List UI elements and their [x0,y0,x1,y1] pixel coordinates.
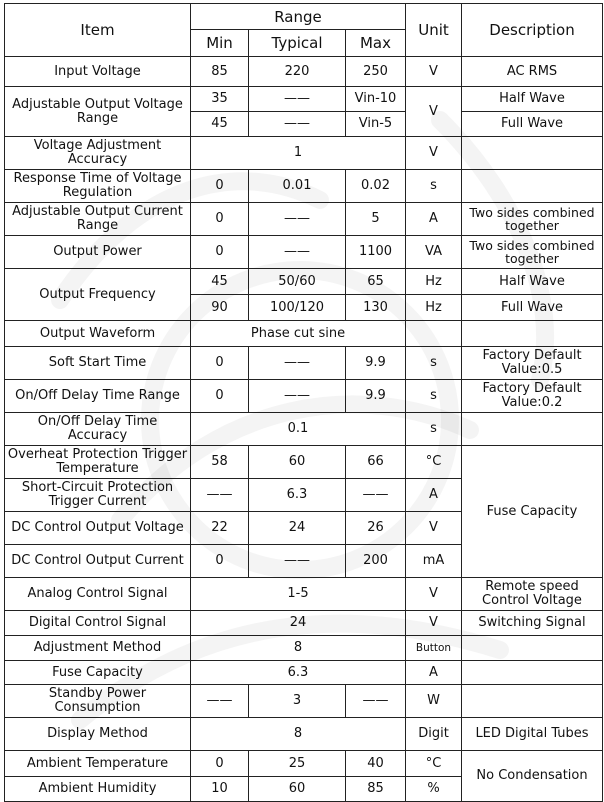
range-cell: 24 [191,611,406,636]
min-cell: 0 [191,545,249,578]
unit-cell: s [406,413,462,446]
item-cell: Analog Control Signal [5,578,191,611]
unit-cell: Button [406,636,462,661]
description-cell: Remote speed Control Voltage [462,578,603,611]
unit-cell: A [406,661,462,685]
typical-cell: 3 [249,685,346,718]
max-cell: 9.9 [346,347,406,380]
item-cell: Input Voltage [5,57,191,87]
description-cell: No Condensation [462,751,603,802]
unit-cell: s [406,347,462,380]
item-cell: On/Off Delay Time Range [5,380,191,413]
max-header: Max [346,30,406,57]
item-cell: Ambient Humidity [5,777,191,802]
item-cell: On/Off Delay Time Accuracy [5,413,191,446]
item-cell: DC Control Output Current [5,545,191,578]
range-cell: 1-5 [191,578,406,611]
max-cell: Vin-5 [346,112,406,137]
description-cell: Half Wave [462,87,603,112]
item-cell: Response Time of Voltage Regulation [5,170,191,203]
description-cell: Switching Signal [462,611,603,636]
max-cell: 130 [346,295,406,321]
table-row [5,137,603,170]
table-row [5,203,603,236]
description-cell: AC RMS [462,57,603,87]
typical-cell: —— [249,545,346,578]
unit-cell [406,321,462,347]
min-cell: —— [191,479,249,512]
description-cell: Fuse Capacity [462,446,603,578]
max-cell: 9.9 [346,380,406,413]
min-cell: 35 [191,87,249,112]
table-row [5,578,603,611]
min-cell: 0 [191,347,249,380]
typical-cell: —— [249,87,346,112]
typical-cell: —— [249,112,346,137]
max-cell: Vin-10 [346,87,406,112]
description-cell: LED Digital Tubes [462,718,603,751]
max-cell: 85 [346,777,406,802]
typical-cell: —— [249,203,346,236]
table-row [5,170,603,203]
table-row [5,236,603,269]
min-cell: 45 [191,269,249,295]
table-row [5,636,603,661]
description-cell [462,636,603,661]
item-cell: Ambient Temperature [5,751,191,777]
typical-header: Typical [249,30,346,57]
typical-cell: 0.01 [249,170,346,203]
unit-cell: s [406,170,462,203]
min-cell: 90 [191,295,249,321]
unit-cell: V [406,578,462,611]
min-cell: 85 [191,57,249,87]
description-cell: Two sides combined together [462,236,603,269]
min-cell: 0 [191,203,249,236]
item-cell: DC Control Output Voltage [5,512,191,545]
item-header: Item [5,4,191,57]
max-cell: —— [346,685,406,718]
item-cell: Output Waveform [5,321,191,347]
table-row [5,413,603,446]
table-row [5,57,603,87]
unit-cell: °C [406,751,462,777]
max-cell: —— [346,479,406,512]
description-cell: Factory Default Value:0.5 [462,347,603,380]
header-row-1 [5,4,603,30]
range-cell: 8 [191,636,406,661]
unit-cell: A [406,479,462,512]
description-cell: Factory Default Value:0.2 [462,380,603,413]
unit-cell: V [406,611,462,636]
unit-cell: % [406,777,462,802]
min-cell: 0 [191,170,249,203]
item-cell: Soft Start Time [5,347,191,380]
range-cell: 0.1 [191,413,406,446]
range-header: Range [191,4,406,30]
max-cell: 5 [346,203,406,236]
min-cell: 22 [191,512,249,545]
max-cell: 26 [346,512,406,545]
typical-cell: —— [249,236,346,269]
description-cell [462,137,603,170]
typical-cell: 220 [249,57,346,87]
max-cell: 250 [346,57,406,87]
unit-cell: s [406,380,462,413]
description-cell [462,413,603,446]
table-row [5,446,603,479]
item-cell: Standby Power Consumption [5,685,191,718]
item-cell: Fuse Capacity [5,661,191,685]
table-row [5,751,603,777]
table-row [5,718,603,751]
unit-cell: VA [406,236,462,269]
min-cell: —— [191,685,249,718]
table-row [5,347,603,380]
max-cell: 66 [346,446,406,479]
unit-cell: V [406,137,462,170]
range-cell: Phase cut sine [191,321,406,347]
specification-table [4,3,603,802]
description-cell: Two sides combined together [462,203,603,236]
item-cell: Adjustment Method [5,636,191,661]
min-cell: 0 [191,751,249,777]
min-cell: 0 [191,236,249,269]
description-cell: Half Wave [462,269,603,295]
description-cell [462,321,603,347]
max-cell: 1100 [346,236,406,269]
unit-cell: °C [406,446,462,479]
unit-cell: W [406,685,462,718]
unit-cell: mA [406,545,462,578]
min-cell: 45 [191,112,249,137]
max-cell: 40 [346,751,406,777]
typical-cell: 60 [249,777,346,802]
typical-cell: 6.3 [249,479,346,512]
unit-cell: V [406,87,462,137]
item-cell: Adjustable Output Voltage Range [5,87,191,137]
unit-cell: A [406,203,462,236]
unit-cell: V [406,512,462,545]
description-cell: Full Wave [462,295,603,321]
typical-cell: 60 [249,446,346,479]
item-cell: Short-Circuit Protection Trigger Current [5,479,191,512]
range-cell: 1 [191,137,406,170]
item-cell: Overheat Protection Trigger Temperature [5,446,191,479]
typical-cell: —— [249,347,346,380]
item-cell: Display Method [5,718,191,751]
item-cell: Adjustable Output Current Range [5,203,191,236]
max-cell: 200 [346,545,406,578]
min-cell: 0 [191,380,249,413]
unit-header: Unit [406,4,462,57]
table-row [5,661,603,685]
item-cell: Digital Control Signal [5,611,191,636]
max-cell: 65 [346,269,406,295]
typical-cell: —— [249,380,346,413]
item-cell: Output Power [5,236,191,269]
table-row [5,269,603,295]
typical-cell: 25 [249,751,346,777]
description-cell [462,685,603,718]
min-cell: 58 [191,446,249,479]
unit-cell: Hz [406,269,462,295]
table-row [5,611,603,636]
table-row [5,87,603,112]
unit-cell: Hz [406,295,462,321]
unit-cell: V [406,57,462,87]
table-row [5,321,603,347]
description-cell [462,170,603,203]
description-cell: Full Wave [462,112,603,137]
typical-cell: 24 [249,512,346,545]
max-cell: 0.02 [346,170,406,203]
unit-cell: Digit [406,718,462,751]
table-row [5,685,603,718]
typical-cell: 50/60 [249,269,346,295]
range-cell: 6.3 [191,661,406,685]
table-row [5,380,603,413]
range-cell: 8 [191,718,406,751]
min-header: Min [191,30,249,57]
typical-cell: 100/120 [249,295,346,321]
item-cell: Output Frequency [5,269,191,321]
item-cell: Voltage Adjustment Accuracy [5,137,191,170]
description-header: Description [462,4,603,57]
min-cell: 10 [191,777,249,802]
description-cell [462,661,603,685]
